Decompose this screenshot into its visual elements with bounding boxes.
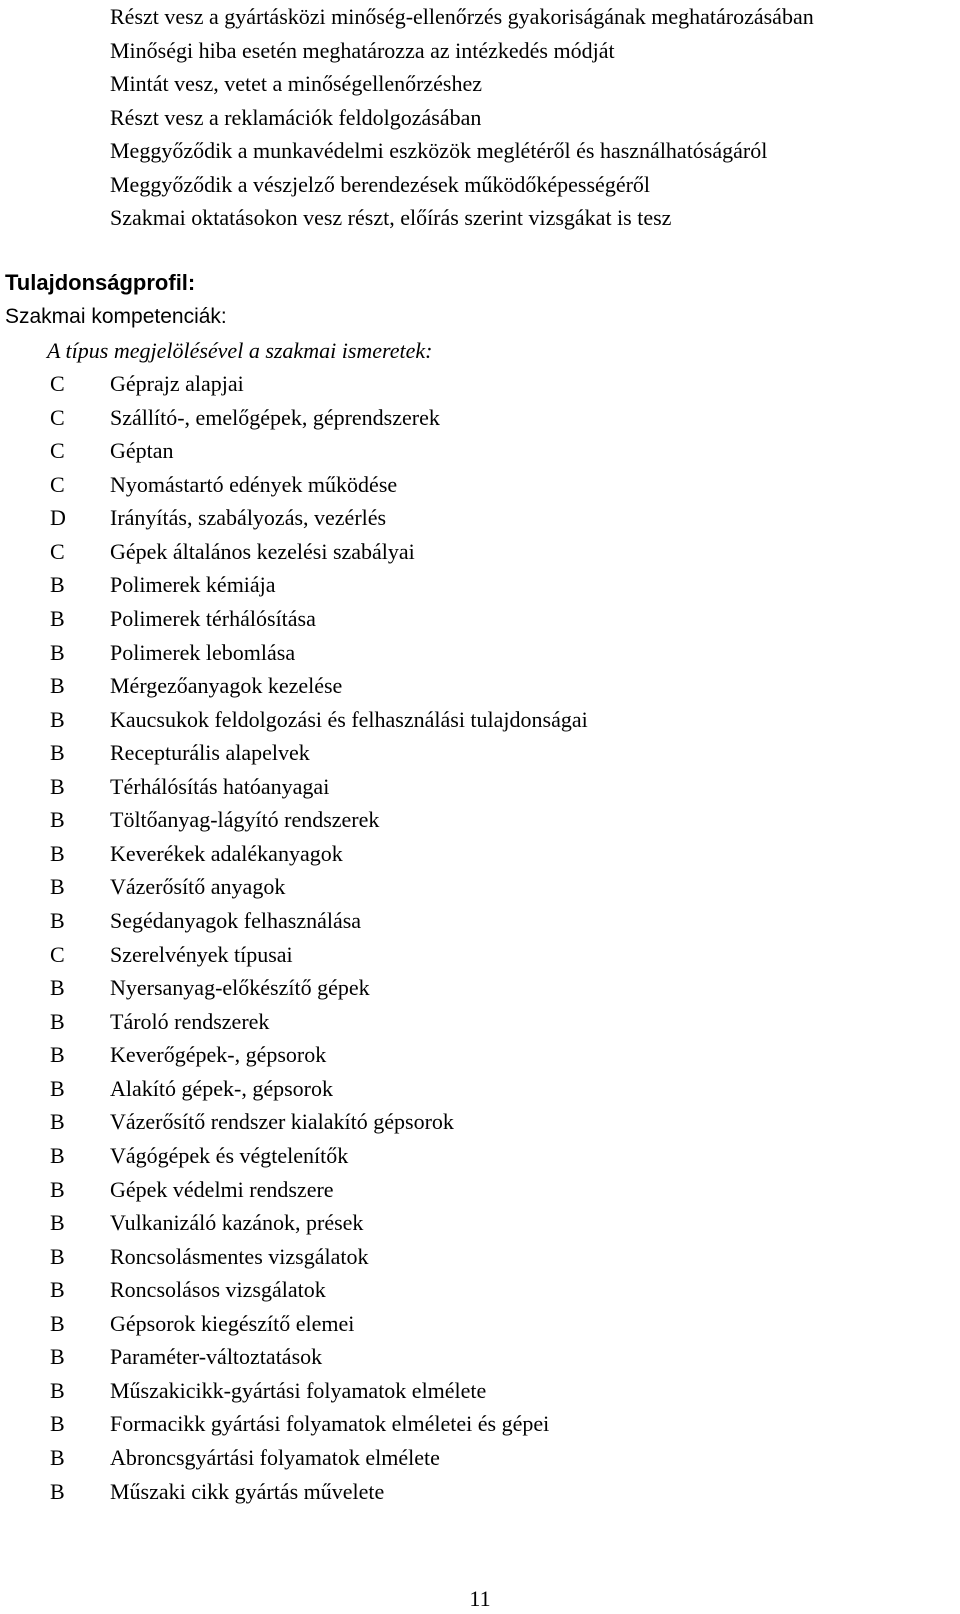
competency-row bbox=[50, 770, 588, 804]
competency-row bbox=[50, 602, 588, 636]
competency-row bbox=[50, 938, 588, 972]
competency-name: Abroncsgyártási folyamatok elmélete bbox=[110, 1445, 440, 1470]
competency-type: B bbox=[50, 908, 65, 933]
competency-type: C bbox=[50, 438, 65, 464]
competency-row bbox=[50, 1139, 588, 1173]
competency-name: Térhálósítás hatóanyagai bbox=[110, 773, 330, 799]
competency-name: Gépek védelmi rendszere bbox=[110, 1176, 334, 1202]
competency-type: B bbox=[50, 673, 65, 699]
subtitle: Szakmai kompetenciák: bbox=[5, 305, 227, 328]
competency-name: Vágógépek és végtelenítők bbox=[110, 1142, 349, 1168]
competency-name: Nyomástartó edények működése bbox=[110, 471, 398, 497]
task-line: Minőségi hiba esetén meghatározza az intézkedés módját bbox=[110, 37, 615, 63]
competency-row bbox=[50, 803, 588, 837]
competency-row bbox=[50, 736, 588, 770]
competency-row bbox=[50, 636, 588, 670]
competency-row bbox=[50, 1105, 588, 1139]
competency-type: D bbox=[50, 505, 66, 531]
competency-row bbox=[50, 501, 588, 535]
competency-row bbox=[50, 1173, 588, 1207]
competency-row bbox=[50, 669, 588, 703]
competency-name: Segédanyagok felhasználása bbox=[110, 908, 362, 933]
competency-type: B bbox=[50, 1445, 65, 1470]
competency-name: Keverékek adalékanyagok bbox=[110, 840, 343, 866]
competency-type: B bbox=[50, 840, 65, 866]
competency-name: Alakító gépek-, gépsorok bbox=[110, 1075, 333, 1101]
competency-row bbox=[50, 1240, 588, 1274]
competency-name: Vázerősítő anyagok bbox=[110, 874, 286, 900]
competency-type: B bbox=[50, 1411, 65, 1437]
competency-type: B bbox=[50, 1344, 65, 1370]
competency-type: B bbox=[50, 807, 65, 833]
competency-type: B bbox=[50, 1075, 65, 1101]
task-line: Mintát vesz, vetet a minőségellenőrzéshez bbox=[110, 71, 483, 96]
competency-type: B bbox=[50, 1310, 65, 1336]
competency-type: B bbox=[50, 1176, 65, 1202]
competency-row bbox=[50, 401, 588, 435]
competency-type: B bbox=[50, 572, 65, 598]
task-line: Meggyőződik a munkavédelmi eszközök meglétéről és használhatóságáról bbox=[110, 138, 768, 163]
competency-name: Vázerősítő rendszer kialakító gépsorok bbox=[110, 1109, 454, 1135]
competency-row bbox=[50, 1307, 588, 1341]
competency-name: Töltőanyag-lágyító rendszerek bbox=[110, 807, 380, 833]
competency-row bbox=[50, 1374, 588, 1408]
competency-row bbox=[50, 837, 588, 871]
competency-name: Recepturális alapelvek bbox=[110, 740, 310, 766]
section-title: Tulajdonságprofil: bbox=[5, 270, 196, 295]
competency-name: Formacikk gyártási folyamatok elméletei és gépei bbox=[110, 1411, 550, 1437]
competency-row bbox=[50, 1072, 588, 1106]
competency-row bbox=[50, 1475, 588, 1509]
competency-type: B bbox=[50, 1377, 65, 1403]
competency-name: Mérgezőanyagok kezelése bbox=[110, 673, 343, 699]
competency-type: B bbox=[50, 1142, 65, 1168]
competency-name: Polimerek térhálósítása bbox=[110, 605, 316, 631]
competency-name: Tároló rendszerek bbox=[110, 1008, 270, 1034]
competency-row bbox=[50, 468, 588, 502]
competency-name: Géptan bbox=[110, 438, 174, 464]
competency-row bbox=[50, 1273, 588, 1307]
competency-name: Szállító-, emelőgépek, géprendszerek bbox=[110, 404, 440, 430]
competency-type: B bbox=[50, 874, 65, 900]
competency-type: B bbox=[50, 773, 65, 799]
competency-name: Nyersanyag-előkészítő gépek bbox=[110, 975, 370, 1001]
competency-type: B bbox=[50, 975, 65, 1001]
competency-row bbox=[50, 1407, 588, 1441]
competency-name: Roncsolásos vizsgálatok bbox=[110, 1277, 326, 1303]
task-line: Részt vesz a reklamációk feldolgozásában bbox=[110, 104, 482, 130]
competency-name: Szerelvények típusai bbox=[110, 941, 293, 967]
competency-name: Műszakicikk-gyártási folyamatok elmélete bbox=[110, 1377, 487, 1403]
competency-name: Polimerek lebomlása bbox=[110, 639, 296, 665]
competency-name: Gépek általános kezelési szabályai bbox=[110, 538, 415, 564]
competency-name: Keverőgépek-, gépsorok bbox=[110, 1042, 327, 1068]
competency-name: Műszaki cikk gyártás művelete bbox=[110, 1478, 385, 1504]
competency-type: B bbox=[50, 1243, 65, 1269]
competency-list bbox=[50, 367, 588, 1508]
competency-name: Paraméter-változtatások bbox=[110, 1344, 323, 1370]
competency-row bbox=[50, 971, 588, 1005]
competency-row bbox=[50, 870, 588, 904]
task-line: Meggyőződik a vészjelző berendezések működőképességéről bbox=[110, 171, 651, 197]
competency-row bbox=[50, 1206, 588, 1240]
competency-type: C bbox=[50, 404, 65, 430]
competency-row bbox=[50, 367, 588, 401]
competency-type: B bbox=[50, 605, 65, 631]
competency-row bbox=[50, 568, 588, 602]
competency-row bbox=[50, 1005, 588, 1039]
competency-row bbox=[50, 1340, 588, 1374]
competency-row bbox=[50, 1038, 588, 1072]
competency-name: Gépsorok kiegészítő elemei bbox=[110, 1310, 355, 1336]
task-list bbox=[110, 0, 814, 235]
competency-type: C bbox=[50, 371, 65, 396]
competency-type: B bbox=[50, 639, 65, 665]
competency-name: Irányítás, szabályozás, vezérlés bbox=[110, 505, 387, 531]
competency-type: B bbox=[50, 706, 65, 732]
competency-type: C bbox=[50, 538, 65, 564]
competency-type: B bbox=[50, 1042, 65, 1068]
competency-row bbox=[50, 1441, 588, 1475]
competency-type: B bbox=[50, 1277, 65, 1303]
page-number: 11 bbox=[469, 1586, 491, 1611]
competency-name: Géprajz alapjai bbox=[110, 371, 244, 396]
competency-row bbox=[50, 434, 588, 468]
competency-row bbox=[50, 703, 588, 737]
competency-type: B bbox=[50, 740, 65, 766]
task-line: Részt vesz a gyártásközi minőség-ellenőrzés gyakoriságának meghatározásában bbox=[110, 4, 814, 29]
competency-row bbox=[50, 904, 588, 938]
competency-type: B bbox=[50, 1109, 65, 1135]
competency-name: Vulkanizáló kazánok, prések bbox=[110, 1210, 364, 1236]
list-heading: A típus megjelölésével a szakmai ismeretek: bbox=[47, 338, 433, 363]
competency-type: C bbox=[50, 471, 65, 497]
competency-name: Roncsolásmentes vizsgálatok bbox=[110, 1243, 369, 1269]
competency-type: B bbox=[50, 1210, 65, 1236]
task-line: Szakmai oktatásokon vesz részt, előírás szerint vizsgákat is tesz bbox=[110, 205, 672, 230]
competency-type: B bbox=[50, 1008, 65, 1034]
competency-type: C bbox=[50, 941, 65, 967]
competency-row bbox=[50, 535, 588, 569]
competency-type: B bbox=[50, 1478, 65, 1504]
competency-name: Polimerek kémiája bbox=[110, 572, 276, 598]
competency-name: Kaucsukok feldolgozási és felhasználási tulajdonságai bbox=[110, 706, 588, 732]
